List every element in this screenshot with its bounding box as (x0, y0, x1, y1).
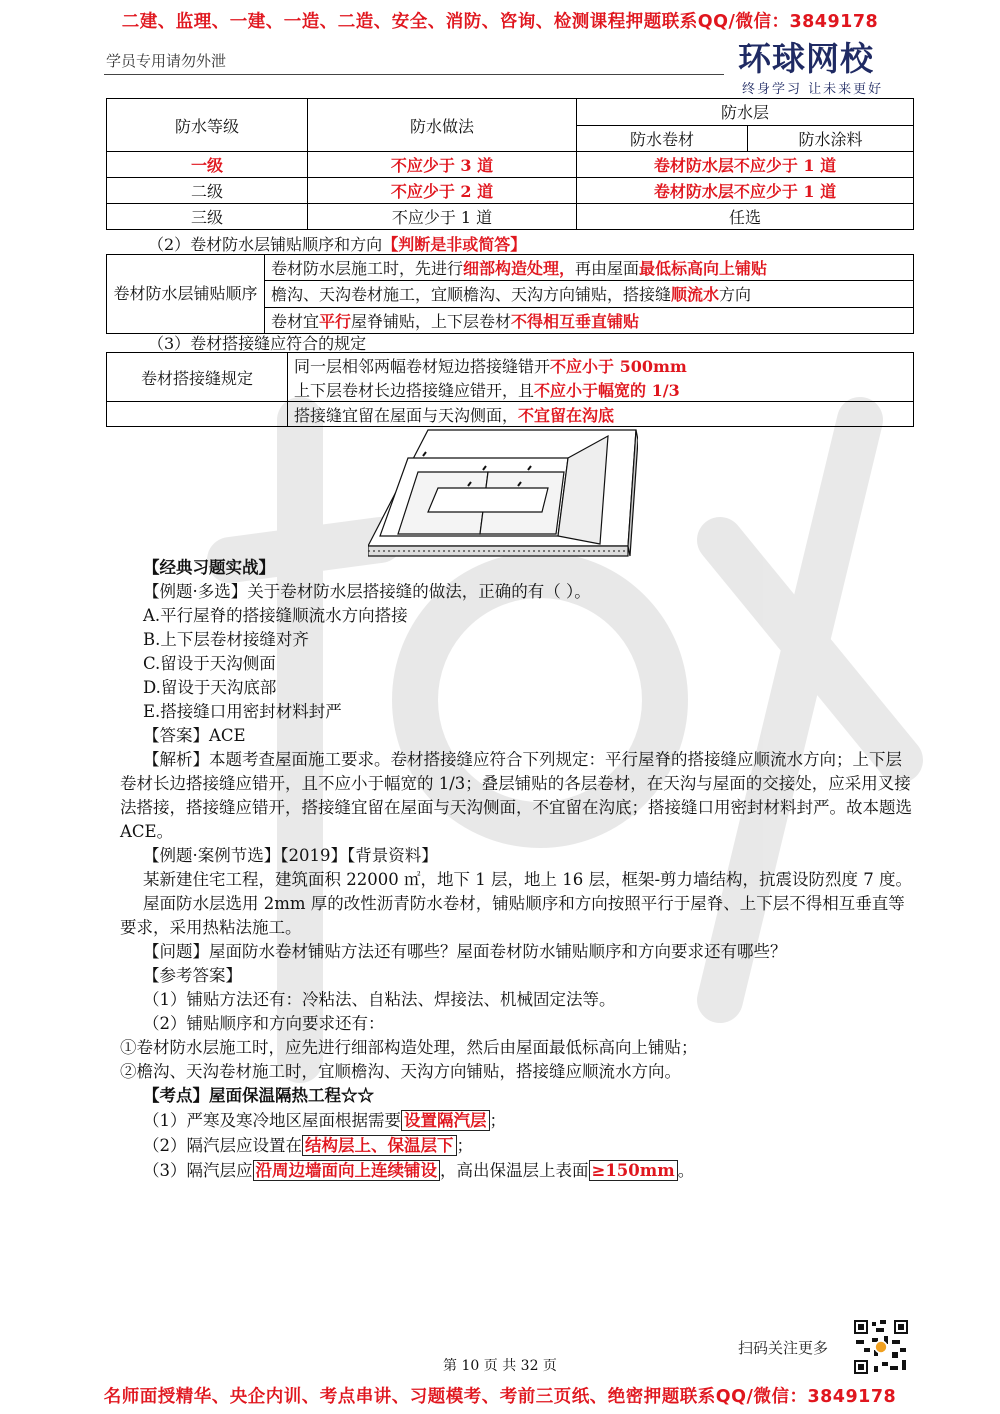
brand-logo (738, 40, 918, 97)
header-layer: 防水层 (577, 99, 914, 126)
highlight: 最低标高向上铺贴 (639, 259, 768, 279)
background-2: 屋面防水层选用 2mm 厚的改性沥青防水卷材，铺贴顺序和方向按照平行于屋脊、上下层不得相互垂直等要求，采用热粘法施工。 (120, 894, 905, 937)
roll-lap-diagram (368, 428, 638, 558)
background-1: 某新建住宅工程，建筑面积 22000 ㎡，地下 1 层，地上 16 层，框架-剪力墙结构，抗震设防烈度 7 度。 (143, 870, 913, 889)
order-label: 卷材防水层铺贴顺序 (107, 255, 265, 334)
method-cell: 不应少于 1 道 (308, 204, 577, 230)
case-question: 【问题】屋面防水卷材铺贴方法还有哪些？屋面卷材防水铺贴顺序和方向要求还有哪些？ (143, 942, 787, 961)
boxed-highlight: 设置隔汽层 (401, 1110, 490, 1131)
text: （2）隔汽层应设置在 (143, 1136, 302, 1155)
text: （1）严寒及寒冷地区屋面根据需要 (143, 1111, 401, 1130)
seam-row-3 (288, 402, 914, 427)
table-row (107, 204, 914, 230)
method-cell: 不应少于 3 道 (308, 152, 577, 178)
boxed-highlight: 沿周边墙面向上连续铺设 (253, 1160, 441, 1181)
seam-row-1 (288, 353, 914, 378)
highlight: 顺流水 (671, 285, 720, 305)
header-roll: 防水卷材 (577, 125, 748, 152)
section-title-order (148, 232, 526, 255)
text: 上下层卷材长边搭接缝应错开，且 (294, 380, 535, 400)
grade-cell: 一级 (107, 152, 308, 178)
text: 卷材防水层施工时，先进行 (271, 259, 464, 279)
text: 再由屋面 (575, 259, 640, 279)
layer-cell: 任选 (577, 204, 914, 230)
waterproof-grade-table (106, 98, 914, 230)
option-b: B.上下层卷材接缝对齐 (143, 630, 309, 649)
laying-order-table (106, 254, 914, 334)
question-label: 【例题·多选】 (143, 582, 248, 601)
highlight: 平行 (319, 311, 352, 331)
text: 同一层相邻两幅卷材短边搭接缝错开 (294, 356, 551, 376)
order-row-1 (265, 255, 914, 281)
scan-prompt: 扫码关注更多 (738, 1339, 829, 1357)
logo-title: 环球网校 (738, 39, 874, 78)
section-title-text: （2）卷材防水层铺贴顺序和方向 (148, 235, 383, 254)
answer-3: ①卷材防水层施工时，应先进行细部构造处理，然后由屋面最低标高向上铺贴； (120, 1038, 698, 1057)
boxed-highlight: ≥150mm (589, 1160, 678, 1181)
keypoint-title: 【考点】屋面保温隔热工程☆☆ (143, 1086, 374, 1105)
case-label: 【例题·案例节选】【2019】【背景资料】 (143, 846, 438, 865)
option-e: E.搭接缝口用密封材料封严 (143, 702, 342, 721)
top-contact-banner: 二建、监理、一建、一造、二造、安全、消防、咨询、检测课程押题联系QQ/微信：3849178 (121, 12, 879, 32)
layer-cell: 卷材防水层不应少于 1 道 (577, 178, 914, 204)
text: 方向 (719, 285, 752, 305)
text: 檐沟、天沟卷材施工，宜顺檐沟、天沟方向铺贴，搭接缝 (271, 285, 672, 305)
text: 。 (677, 1161, 695, 1180)
text: 屋脊铺贴，上下层卷材 (351, 311, 512, 331)
exercise-heading: 【经典习题实战】 (143, 558, 275, 577)
highlight: 不应小于幅宽的 1/3 (534, 380, 680, 400)
order-row-3 (265, 307, 914, 333)
bottom-contact-banner: 名师面授精华、央企内训、考点串讲、习题模考、考前三页纸、绝密押题联系QQ/微信：3849178 (103, 1387, 897, 1407)
option-d: D.留设于天沟底部 (143, 678, 277, 697)
text: ，高出保温层上表面 (440, 1161, 589, 1180)
question-1 (120, 580, 915, 604)
answer: 【答案】ACE (143, 726, 246, 745)
header-method: 防水做法 (308, 99, 577, 152)
boxed-highlight: 结构层上、保温层下 (302, 1135, 457, 1156)
highlight: 细部构造处理， (463, 259, 576, 279)
table-row (107, 178, 914, 204)
text: 卷材宜 (271, 311, 320, 331)
analysis: 【解析】本题考查屋面施工要求。卷材搭接缝应符合下列规定：平行屋脊的搭接缝应顺流水方向；上下层卷材长边搭接缝应错开，且不应小于幅宽的 1/3；叠层铺贴的各层卷材，在天沟与屋面的交接处，应采用叉接法搭接，搭接缝应错开，搭接缝宜留在屋面与天沟侧面，不宜留在沟底；搭接缝口用密封材料封严。故本题选 ACE。 (120, 750, 912, 841)
text: ； (489, 1111, 506, 1130)
header-note: 学员专用请勿外泄 (106, 52, 227, 70)
answer-2: （2）铺贴顺序和方向要求还有： (143, 1014, 385, 1033)
method-cell: 不应少于 2 道 (308, 178, 577, 204)
option-c: C.留设于天沟侧面 (143, 654, 276, 673)
table-row (107, 152, 914, 178)
order-row-2 (265, 281, 914, 307)
question-text: 关于卷材防水层搭接缝的做法，正确的有（ ）。 (247, 582, 591, 601)
highlight: 不宜留在沟底 (518, 405, 615, 425)
text: 搭接缝宜留在屋面与天沟侧面， (294, 405, 519, 425)
header-grade: 防水等级 (107, 99, 308, 152)
text: （3）隔汽层应 (143, 1161, 253, 1180)
header-divider (104, 74, 724, 75)
highlight: 不应小于 500mm (550, 356, 687, 376)
logo-slogan: 终身学习 让未来更好 (742, 82, 884, 97)
answer-4: ②檐沟、天沟卷材施工时，宜顺檐沟、天沟方向铺贴，搭接缝应顺流水方向。 (120, 1062, 681, 1081)
keypoint-1 (120, 1108, 915, 1133)
layer-cell: 卷材防水层不应少于 1 道 (577, 152, 914, 178)
seam-row-2 (288, 377, 914, 402)
section-tag: 【判断是非或简答】 (382, 235, 527, 254)
answer-1: （1）铺贴方法还有：冷粘法、自粘法、焊接法、机械固定法等。 (143, 990, 616, 1009)
text: ； (456, 1136, 473, 1155)
option-a: A.平行屋脊的搭接缝顺流水方向搭接 (143, 606, 408, 625)
seam-label: 卷材搭接缝规定 (107, 353, 288, 402)
page-number: 第 10 页 共 32 页 (443, 1358, 557, 1374)
reference-label: 【参考答案】 (143, 966, 242, 985)
keypoint-3 (120, 1158, 915, 1183)
roll-upper (428, 488, 548, 512)
seam-rule-table (106, 352, 914, 427)
grade-cell: 三级 (107, 204, 308, 230)
exercise-block (120, 556, 915, 1183)
section-title-seam: （3）卷材搭接缝应符合的规定 (148, 334, 367, 353)
header-coat: 防水涂料 (748, 125, 914, 152)
grade-cell: 二级 (107, 178, 308, 204)
seam-label-spacer (107, 402, 288, 427)
keypoint-2 (120, 1133, 915, 1158)
highlight: 不得相互垂直铺贴 (511, 311, 640, 331)
